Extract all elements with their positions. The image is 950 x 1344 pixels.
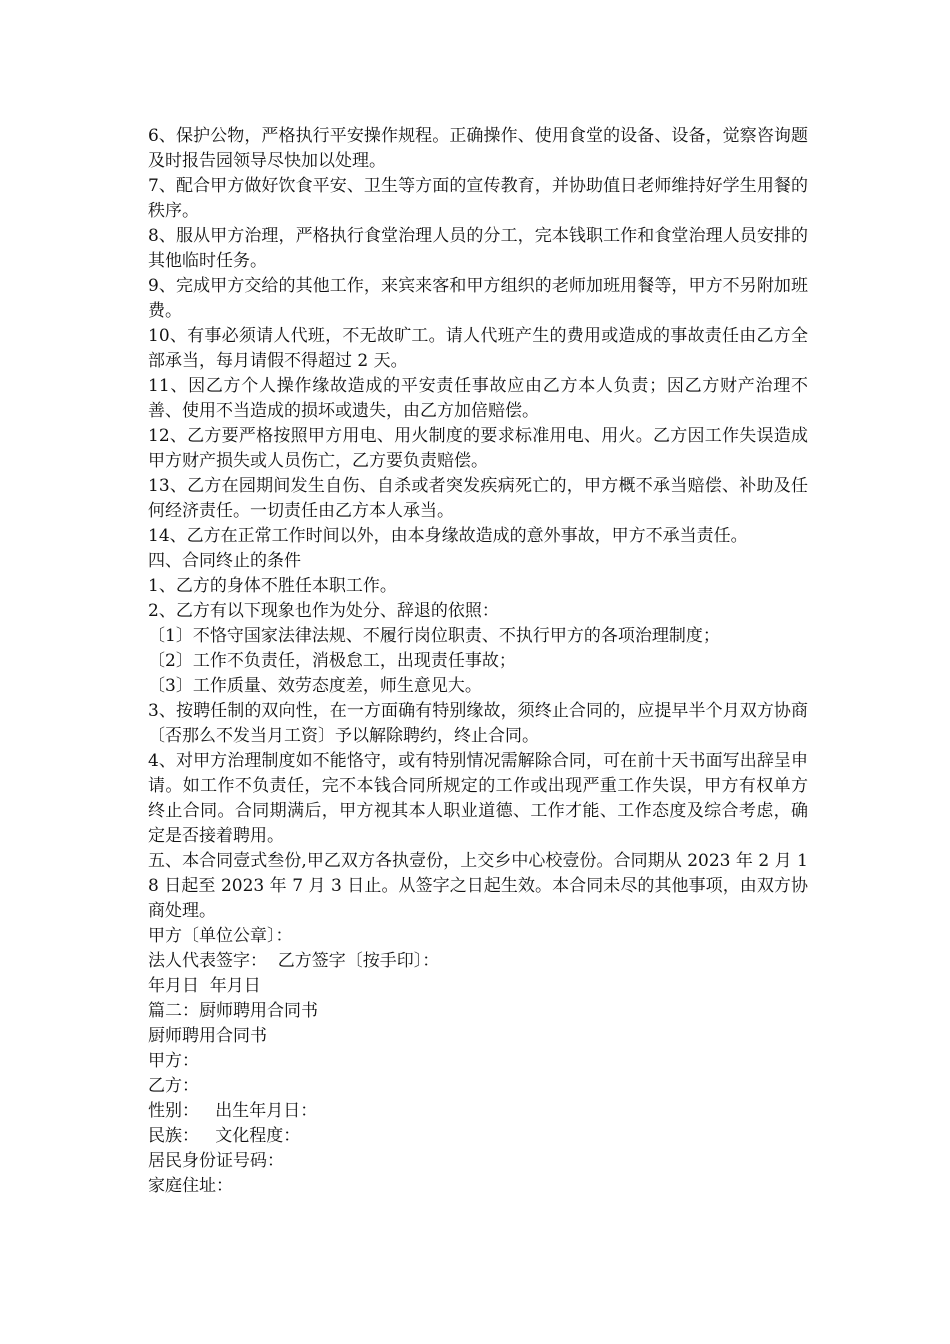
- termination-sub-item-1: 〔1〕不恪守国家法律法规、不履行岗位职责、不执行甲方的各项治理制度；: [148, 626, 720, 646]
- clause-9: 9、完成甲方交给的其他工作，来宾来客和甲方组织的老师加班用餐等，甲方不另附加班费。: [148, 276, 808, 321]
- clause-10: 10、有事必须请人代班，不无故旷工。请人代班产生的费用或造成的事故责任由乙方全部承当，每月请假不得超过 2 天。: [148, 326, 808, 371]
- termination-item-4: 4、对甲方治理制度如不能恪守，或有特别情况需解除合同，可在前十天书面写出辞呈申请。如工作不负责任，完不本钱合同所规定的工作或出现严重工作失误，甲方有权单方终止合同。合同期满后，甲方视其本人职业道德、工作才能、工作态度及综合考虑，确定是否接着聘用。: [148, 751, 808, 846]
- gender-birthdate-field: 性别： 出生年月日：: [148, 1101, 318, 1121]
- clause-11: 11、因乙方个人操作缘故造成的平安责任事故应由乙方本人负责；因乙方财产治理不善、使用不当造成的损坏或遗失，由乙方加倍赔偿。: [148, 376, 808, 421]
- party-a-seal-line: 甲方〔单位公章〕：: [148, 926, 293, 946]
- id-number-field: 居民身份证号码：: [148, 1151, 284, 1171]
- clause-12: 12、乙方要严格按照甲方用电、用火制度的要求标准用电、用火。乙方因工作失误造成甲方财产损失或人员伤亡，乙方要负责赔偿。: [148, 426, 808, 471]
- termination-sub-item-3: 〔3〕工作质量、效劳态度差，师生意见大。: [148, 676, 482, 696]
- home-address-field: 家庭住址：: [148, 1176, 233, 1196]
- termination-item-2: 2、乙方有以下现象也作为处分、辞退的依照：: [148, 601, 499, 621]
- clause-14: 14、乙方在正常工作时间以外，由本身缘故造成的意外事故，甲方不承当责任。: [148, 526, 748, 546]
- contract-title: 厨师聘用合同书: [148, 1026, 267, 1046]
- part-two-heading: 篇二：厨师聘用合同书: [148, 1001, 318, 1021]
- clause-8: 8、服从甲方治理，严格执行食堂治理人员的分工，完本钱职工作和食堂治理人员安排的其他临时任务。: [148, 226, 808, 271]
- section-five-copies: 五、本合同壹式叁份,甲乙双方各执壹份，上交乡中心校壹份。合同期从 2023 年 2 月 18 日起至 2023 年 7 月 3 日止。从签字之日起生效。本合同未尽的其他事项，由双方协商处理。: [148, 851, 808, 921]
- date-line: 年月日 年月日: [148, 976, 261, 996]
- section-heading-termination: 四、合同终止的条件: [148, 551, 301, 571]
- termination-item-3: 3、按聘任制的双向性，在一方面确有特别缘故，须终止合同的，应提早半个月双方协商〔否那么不发当月工资〕予以解除聘约，终止合同。: [148, 701, 808, 746]
- party-b-field: 乙方：: [148, 1076, 199, 1096]
- termination-item-1: 1、乙方的身体不胜任本职工作。: [148, 576, 397, 596]
- clause-7: 7、配合甲方做好饮食平安、卫生等方面的宣传教育，并协助值日老师维持好学生用餐的秩序。: [148, 176, 808, 221]
- document-body: [148, 124, 808, 1199]
- clause-6: 6、保护公物，严格执行平安操作规程。正确操作、使用食堂的设备、设备，觉察咨询题及时报告园领导尽快加以处理。: [148, 126, 808, 171]
- termination-sub-item-2: 〔2〕工作不负责任，消极怠工，出现责任事故；: [148, 651, 516, 671]
- clause-13: 13、乙方在园期间发生自伤、自杀或者突发疾病死亡的，甲方概不承当赔偿、补助及任何经济责任。一切责任由乙方本人承当。: [148, 476, 808, 521]
- party-a-field: 甲方：: [148, 1051, 199, 1071]
- signature-line: 法人代表签字： 乙方签字〔按手印〕：: [148, 951, 440, 971]
- ethnicity-education-field: 民族： 文化程度：: [148, 1126, 301, 1146]
